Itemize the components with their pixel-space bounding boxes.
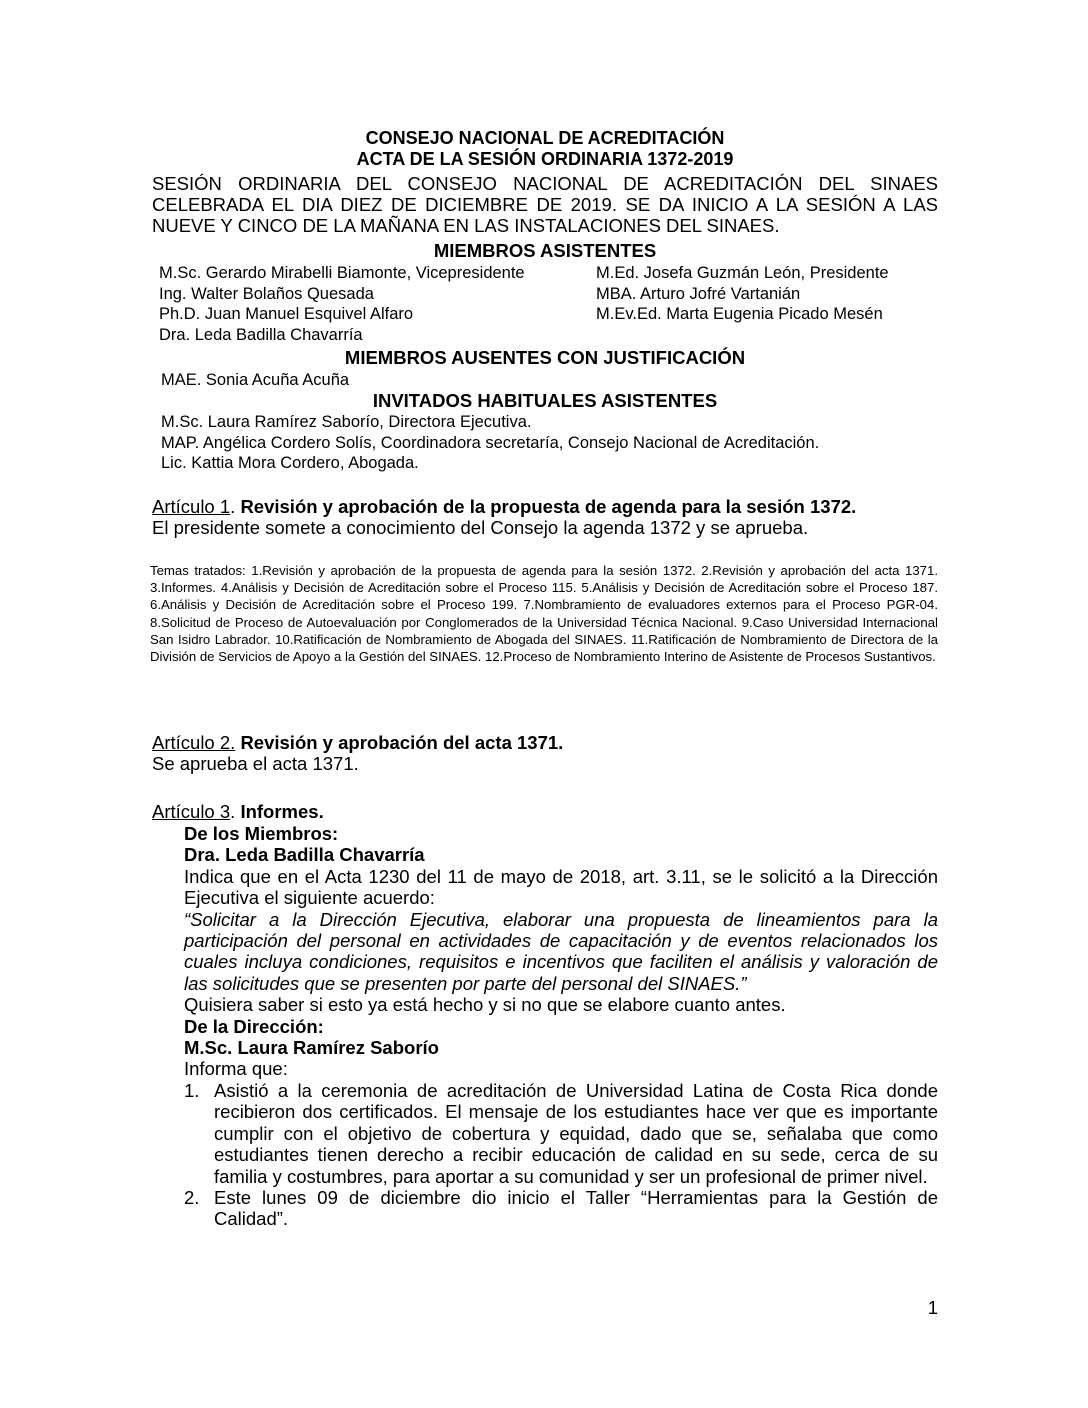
article-separator: . — [230, 496, 241, 517]
list-item-number: 2. — [184, 1186, 200, 1208]
session-title: ACTA DE LA SESIÓN ORDINARIA 1372-2019 — [356, 149, 734, 169]
member-row — [159, 325, 939, 346]
article-title: Revisión y aprobación del acta 1371. — [240, 732, 564, 753]
member-name: Dra. Leda Badilla Chavarría — [184, 844, 425, 866]
intro-line: CELEBRADA EL DIA DIEZ DE DICIEMBRE DE 2019. SE DA INICIO A LA SESIÓN A LAS — [152, 194, 938, 215]
article-1-heading — [152, 496, 938, 517]
intro-line: SESIÓN ORDINARIA DEL CONSEJO NACIONAL DE ACREDITACIÓN DEL SINAES — [152, 173, 938, 194]
absent-member: MAE. Sonia Acuña Acuña — [161, 371, 350, 389]
members-present-title: MIEMBROS ASISTENTES — [433, 240, 657, 261]
article-3-content — [184, 823, 938, 1230]
direction-intro: Informa que: — [184, 1058, 288, 1080]
list-item-text: Este lunes 09 de diciembre dio inicio el Taller “Herramientas para la Gestión de Calidad”. — [214, 1186, 938, 1230]
article-body: Se aprueba el acta 1371. — [152, 753, 359, 774]
guest-item: MAP. Angélica Cordero Solís, Coordinadora secretaría, Consejo Nacional de Acreditación. — [161, 433, 820, 452]
session-intro — [152, 173, 938, 236]
member-name: M.Ed. Josefa Guzmán León, Presidente — [596, 264, 889, 282]
members-absent-list — [161, 370, 349, 391]
page-number: 1 — [927, 1297, 938, 1318]
member-name: M.Ev.Ed. Marta Eugenia Picado Mesén — [596, 305, 883, 323]
article-body: El presidente somete a conocimiento del Consejo la agenda 1372 y se aprueba. — [152, 517, 809, 538]
members-absent-title: MIEMBROS AUSENTES CON JUSTIFICACIÓN — [344, 347, 746, 368]
article-2-heading — [152, 732, 938, 753]
list-item-number: 1. — [184, 1079, 200, 1101]
document-title: CONSEJO NACIONAL DE ACREDITACIÓN — [365, 128, 725, 148]
member-name: Ph.D. Juan Manuel Esquivel Alfaro — [159, 305, 414, 323]
list-item — [184, 1187, 938, 1230]
article-label: Artículo 3 — [152, 801, 231, 822]
members-heading: De los Miembros: — [184, 823, 339, 844]
article-separator: . — [230, 801, 241, 822]
director-name: M.Sc. Laura Ramírez Saborío — [184, 1037, 439, 1059]
article-label: Artículo 1 — [152, 496, 231, 517]
member-row — [159, 304, 939, 325]
list-item-text: Asistió a la ceremonia de acreditación de Universidad Latina de Costa Rica donde recibieron dos certificados. El mensaje de los estudiantes hace ver que es importante cumplir con el objetivo de cobertura y equidad, dado que se, señalaba que como estudiantes tienen derecho a recibir educación de calidad en su sede, cerca de su familia y costumbres, para aportar a su comunidad y ser un profesional de primer nivel. — [214, 1079, 938, 1187]
article-1 — [152, 496, 938, 538]
member-name: M.Sc. Gerardo Mirabelli Biamonte, Vicepresidente — [159, 264, 525, 282]
direction-heading: De la Dirección: — [184, 1015, 324, 1037]
guest-item: M.Sc. Laura Ramírez Saborío, Directora Ejecutiva. — [161, 413, 532, 431]
article-2 — [152, 732, 938, 774]
member-row — [159, 284, 939, 305]
direction-report-list — [184, 1080, 938, 1230]
member-name: MBA. Arturo Jofré Vartanián — [596, 284, 801, 303]
agreement-quote: “Solicitar a la Dirección Ejecutiva, elaborar una propuesta de lineamientos para la participación del personal en actividades de capacitación y de eventos relacionados los cuales incluya condiciones, requisitos e incentivos que faciliten el análisis y valoración de las solicitudes que se presenten por parte del personal del SINAES.” — [184, 908, 938, 994]
guests-list — [161, 412, 819, 474]
members-present-list — [159, 263, 939, 345]
article-title: Informes. — [240, 801, 324, 822]
article-label: Artículo 2. — [152, 732, 236, 753]
article-3-heading — [152, 801, 938, 822]
article-title: Revisión y aprobación de la propuesta de agenda para la sesión 1372. — [240, 496, 857, 517]
guest-item: Lic. Kattia Mora Cordero, Abogada. — [161, 454, 419, 472]
topics-treated: Temas tratados: 1.Revisión y aprobación de la propuesta de agenda para la sesión 1372. 2.Revisión y aprobación del acta 1371. 3.Informes. 4.Análisis y Decisión de Acreditación sobre el Proceso 115. 5.Análisis y Decisión de Acreditación sobre el Proceso 187. 6.Análisis y Decisión de Acreditación sobre el Proceso 199. 7.Nombramiento de evaluadores externos para el Proceso PGR-04. 8.Solicitud de Proceso de Autoevaluación por Conglomerados de la Universidad Técnica Nacional. 9.Caso Universidad Internacional San Isidro Labrador. 10.Ratificación de Nombramiento de Abogada del SINAES. 11.Ratificación de Nombramiento de Directora de la División de Servicios de Apoyo a la Gestión del SINAES. 12.Proceso de Nombramiento Interino de Asistente de Procesos Sustantivos. — [150, 563, 938, 665]
intro-line: NUEVE Y CINCO DE LA MAÑANA EN LAS INSTALACIONES DEL SINAES. — [152, 215, 780, 236]
member-report: Indica que en el Acta 1230 del 11 de mayo de 2018, art. 3.11, se le solicitó a la Dirección Ejecutiva el siguiente acuerdo: — [184, 865, 938, 909]
member-name: Ing. Walter Bolaños Quesada — [159, 284, 374, 303]
member-name: Dra. Leda Badilla Chavarría — [159, 325, 363, 344]
list-item — [184, 1080, 938, 1187]
member-row — [159, 263, 939, 284]
guests-title: INVITADOS HABITUALES ASISTENTES — [372, 390, 718, 411]
member-request: Quisiera saber si esto ya está hecho y si no que se elabore cuanto antes. — [184, 994, 786, 1016]
